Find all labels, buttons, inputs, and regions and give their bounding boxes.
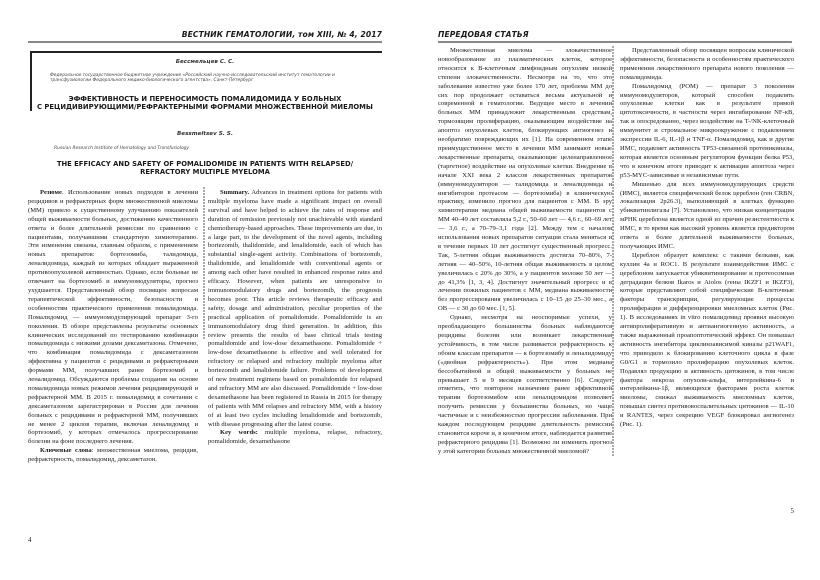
affiliation-ru: Федеральное государственное бюджетное учреждение «Российский научно-исследовательский институт гематологии и трансфузиологии Федерального медико-биологического агентства», Санкт-Петербург xyxy=(50,73,335,84)
body-paragraph: Мишенью для всех иммуномодулирующих средств (ИМС), является специфический белок цереблон (ген CRBN, локализация 2p26.3), выполняющий в клетках функцию убиквитинлигазы [7]. Установлено, что низкая концентрация мРНК цереблона является одной из причин резистентности к ИМС, в то время как высокий уровень является предиктором ответа и более длительной выживаемости больных, получающих ИМС. xyxy=(620,180,794,250)
keywords-en-text: multiple myeloma, relapse, refractory, pomalidomide, dexamethasone xyxy=(208,429,382,446)
page-number-right: 5 xyxy=(790,507,794,515)
title-ru-line2: С РЕЦИДИВИРУЮЩИМИ/РЕФРАКТЕРНЫМИ ФОРМАМИ МНОЖЕСТВЕННОЙ МИЕЛОМЫ xyxy=(37,103,373,112)
header-rule xyxy=(438,41,792,43)
keywords-en-paragraph xyxy=(208,429,382,447)
keywords-ru-paragraph xyxy=(28,447,198,465)
column-divider xyxy=(203,187,205,339)
header-rule xyxy=(28,41,382,43)
column-divider xyxy=(612,46,614,456)
body-column-2 xyxy=(620,47,794,430)
abstract-en-label: Summary. xyxy=(220,189,250,196)
keywords-en-label: Key words: xyxy=(220,429,258,437)
right-page xyxy=(410,0,820,580)
journal-running-head: ВЕСТНИК ГЕМАТОЛОГИИ, том XIII, № 4, 2017 xyxy=(181,30,382,39)
body-paragraph: Представленный обзор посвящен вопросам клинической эффективности, безопасности и особенностям практического применения лекарственного препарата нового поколения — помалидомида. xyxy=(620,47,794,81)
author-en: Bessmeltsev S. S. xyxy=(177,131,233,137)
affiliation-en: Russian Research Institute of Hematology and Transfusiology xyxy=(54,146,190,151)
title-en-line1: THE EFFICACY AND SAFETY OF POMALIDOMIDE IN PATIENTS WITH RELAPSED/ xyxy=(56,160,354,168)
abstract-en-text: Advances in treatment options for patients with multiple myeloma have made a significant impact on overall survival and have helped to achieve the rates of response and duration of remission previously not unachievable with standard chemotherapy-based approaches. These improvements are due, in a large part, to the development of the novel agents, including bortezomib, thalidomide, and lenalidomide, each of which has substantial single-agent activity. Combinations of bortezomib, thalidomide, and lenalidomide with conventional agents or among each other have resulted in enhanced response rates and efficacy. However, when patients are unresponsive to immunomodulatory drugs and bortezomib, the prognosis becomes poor. This article reviews therapeutic efficacy and safety, dosage and administration, peculiar properties of the practical application of pomalidomide. Pomalidomide is an immunomodulatory drug third generation. In addition, this review presents the results of base clinical trials testing pomalidomide and low-dose dexamethasone. Pomalidomide + low-dose dexamethasone is effective and well tolerated for refractory or relapsed and refractory multiple myeloma after bortezomib and lenalidomide failure. Problems of development of new treatment regimens based on pomalidomide for relapsed and refractory MM are also discussed. Pomalidomide + low-dose dexamethasone has been registered in Russia in 2015 for therapy of patients with MM relapses and refractory MM, with a history of at least two cycles including lenalidomide and bortezomib, with disease progressing after the latest course. xyxy=(208,189,382,428)
abstract-ru-label: Резюме xyxy=(40,189,62,196)
article-title-en xyxy=(0,160,410,177)
keywords-ru-text: : множественная миелома, рецидив, рефрактерность, помалидомид, дексаметазон. xyxy=(28,447,198,464)
body-paragraph: Цереблон образует комплекс с такими белками, как куллин 4а и ROC1. В результате взаимодействия ИМС с цереблоном запускается убиквитинирование и протеосомная деградации белков Ikaros и Aiolos (гены IKZF1 и IKZF3), которые представляют собой специфические В-клеточные факторы транскрипции, регулирующие процессы пролиферации и дифференцировки миеломных клеток (Рис. 1). В исследованиях in vitro помалидомид проявил высокую антипролиферативную и антиангиогенную активность, а также выраженный проапоптотический эффект. Он повышал активность ингибитора циклинзависимой киназы p21WAF1, что приводило к блокированию клеточного цикла в фазе G0/G1 и тормозило пролиферацию опухолевых клеток. Подавлял продукцию и активность цитокинов, в том числе фактора некроза опухоли-альфа, интерлейкина-6 и интерлейкина-1β, являющихся факторами роста клеток миеломы, снижал выживаемость миеломных клеток, повышал синтез противовоспалительных цитокинов — IL-10 и RANTES, через секрецию VEGF блокировал ангиогенез (Рис. 1). xyxy=(620,251,794,429)
abstract-en-paragraph xyxy=(208,189,382,429)
abstract-en xyxy=(208,189,382,447)
article-title-ru xyxy=(0,95,410,112)
author-ru: Бессмельцев С. С. xyxy=(175,59,235,65)
title-en-line2: REFRACTORY MULTIPLE MYELOMA xyxy=(140,168,270,177)
body-paragraph: Помалидомид (POM) — препарат 3 поколения иммуномодуляторов, который способен подавлять опухолевые клетки как в результате прямой цитотоксичности, в частности через ингибирование NF-кB, так и опосредованно, через воздействие на T-/NK-клеточный иммунитет и стромальное микроокружение с подавлением экспрессии IL-6, IL-1β и TNF-α. Помалидомид, как и другие ИМС, подавляет активность TP53-связанной протеинкиназы, которая является основным регулятором функции белка P53, что в конечном итоге приводит к активации апоптоза через p53-MYC-зависимые и независимые пути. xyxy=(620,82,794,179)
abstract-ru-paragraph xyxy=(28,189,198,447)
keywords-ru-label: Ключевые слова xyxy=(40,447,92,455)
body-paragraph: Однако, несмотря на неоспоримые успехи, у преобладающего большинства больных наблюдаются рецидивы болезни или возникает лекарственная устойчивость, в том числе развивается рефрактерность к обоим классам препаратов — к бортезомибу и леналидомиду («двойная рефрактерность»). При этом медиана бессобытийной и общей выживаемости у больных не превышает 5 и 9 месяцев соответственно [6]. Следует отметить, что повторное назначение ранее эффективной терапии бортезомибом или леналидомидом позволяет получить ремиссии у большинства больных, но чаще частичные и с неизбежностью прогрессии заболевания. При каждом последующем рецидиве длительность ремиссии становится короче и, в конечном итоге, наблюдается развитие рефрактерного рецидива [1]. Возможно ли изменить прогноз у этой категории больных множественной миеломой? xyxy=(438,314,612,455)
title-ru-line1: ЭФФЕКТИВНОСТЬ И ПЕРЕНОСИМОСТЬ ПОМАЛИДОМИДА У БОЛЬНЫХ xyxy=(68,95,342,103)
body-column-1 xyxy=(438,47,612,457)
page-number-left: 4 xyxy=(28,536,32,544)
body-paragraph: Множественная миелома — злокачественное новообразование из плазматических клеток, которое относится к В-клеточным лимфоидным опухолям низкой степени злокачественности. Несмотря на то, что это заболевание известно уже более 170 лет, проблема ММ до сих пор продолжает оставаться весьма актуальной и современной в гематологии. Ведущее место в лечении больных ММ принадлежит лекарственным средствам, тормозящим пролиферацию, оказывающим воздействие на апоптоз опухолевых клеток, блокирующих ангиогенез и необратимо повреждающих их [1]. На современном этапе преимущественное место в лечении ММ занимают новые лекарственные препараты, оказывающие целенаправленное (таргетное) воздействие на опухолевые клетки. Внедрение в начале XXI века 2 классов лекарственных препаратов (иммуномодуляторов — талидомида и леналидомида и ингибиторов протеасом — бортезомиба) в клиническую практику, изменило прогноз для пациентов с ММ. В эру химиотерапии медиана общей выживаемости пациентов с ММ 40–49 лет составляла 5,2 г., 50–60 лет — 4,6 г., 60–69 лет — 3,6 г., а 70–79–3,1 года [2]. Между тем с началом использования новых препаратов ситуация стала меняться и в течение первых 10 лет достигнут существенный прогресс. Так, 5-летняя общая выживаемость достигла 70–80%, 7-летняя — 40–50%, 10-летняя общая выживаемость в целом увеличилась с 20% до 30%, а у пациентов моложе 50 лет — до 41,3% [1, 3, 4]. Достигнут значительный прогресс и в лечении пожилых пациентов с ММ, медиана выживаемости без прогрессирования увеличилась с 10–15 до 25–30 мес., а ОВ — с 30 до 60 мес. [1, 5]. xyxy=(438,47,612,313)
section-running-head: ПЕРЕДОВАЯ СТАТЬЯ xyxy=(438,30,529,39)
abstract-ru-text: . Использование новых подходов в лечении рецидивов и рефрактерных форм множественной миеломы (ММ) привело к существенному улучшению показателей общей выживаемости больных, достижению качественного ответа и более длительной ремиссии по сравнению с пациентами, получавшими стандартную химиотерапию. Эти изменения связаны, главным образом, с применением новых препаратов: бортезомиба, талидомида, леналидомида, каждый из которых обладает выраженной противоопухолевой активностью. Однако, если больные не отвечают на бортезомиб и иммуномодуляторы, прогноз ухудшается. Представленный обзор посвящен вопросам терапевтической эффективности, безопасности и особенностям практического применения помалидомида. Помалидомид — иммуномодулирующий препарат 3-го поколения. В обзоре представлены результаты основных клинических исследований по тестированию комбинации помалидомида с низкими дозами дексаметазона. Отмечено, что комбинация помалидомида с дексаметазоном эффективна у пациентов с рецидивами и рефрактерными формами ММ, получавших ранее бортезомиб и леналидомид. Обсуждаются проблемы создания на основе помалидомида новых режимов лечения рецидивирующей и рефрактерной ММ. В 2015 г. помалидомид в сочетании с дексаметазоном зарегистрирован в России для лечения больных с рецидивами и рефрактерной ММ, получивших не менее 2 циклов терапии, включая леналидомид и бортезомиб, у которых отмечалось прогрессирование болезни на фоне последнего лечения. xyxy=(28,189,198,446)
abstract-ru xyxy=(28,189,198,465)
